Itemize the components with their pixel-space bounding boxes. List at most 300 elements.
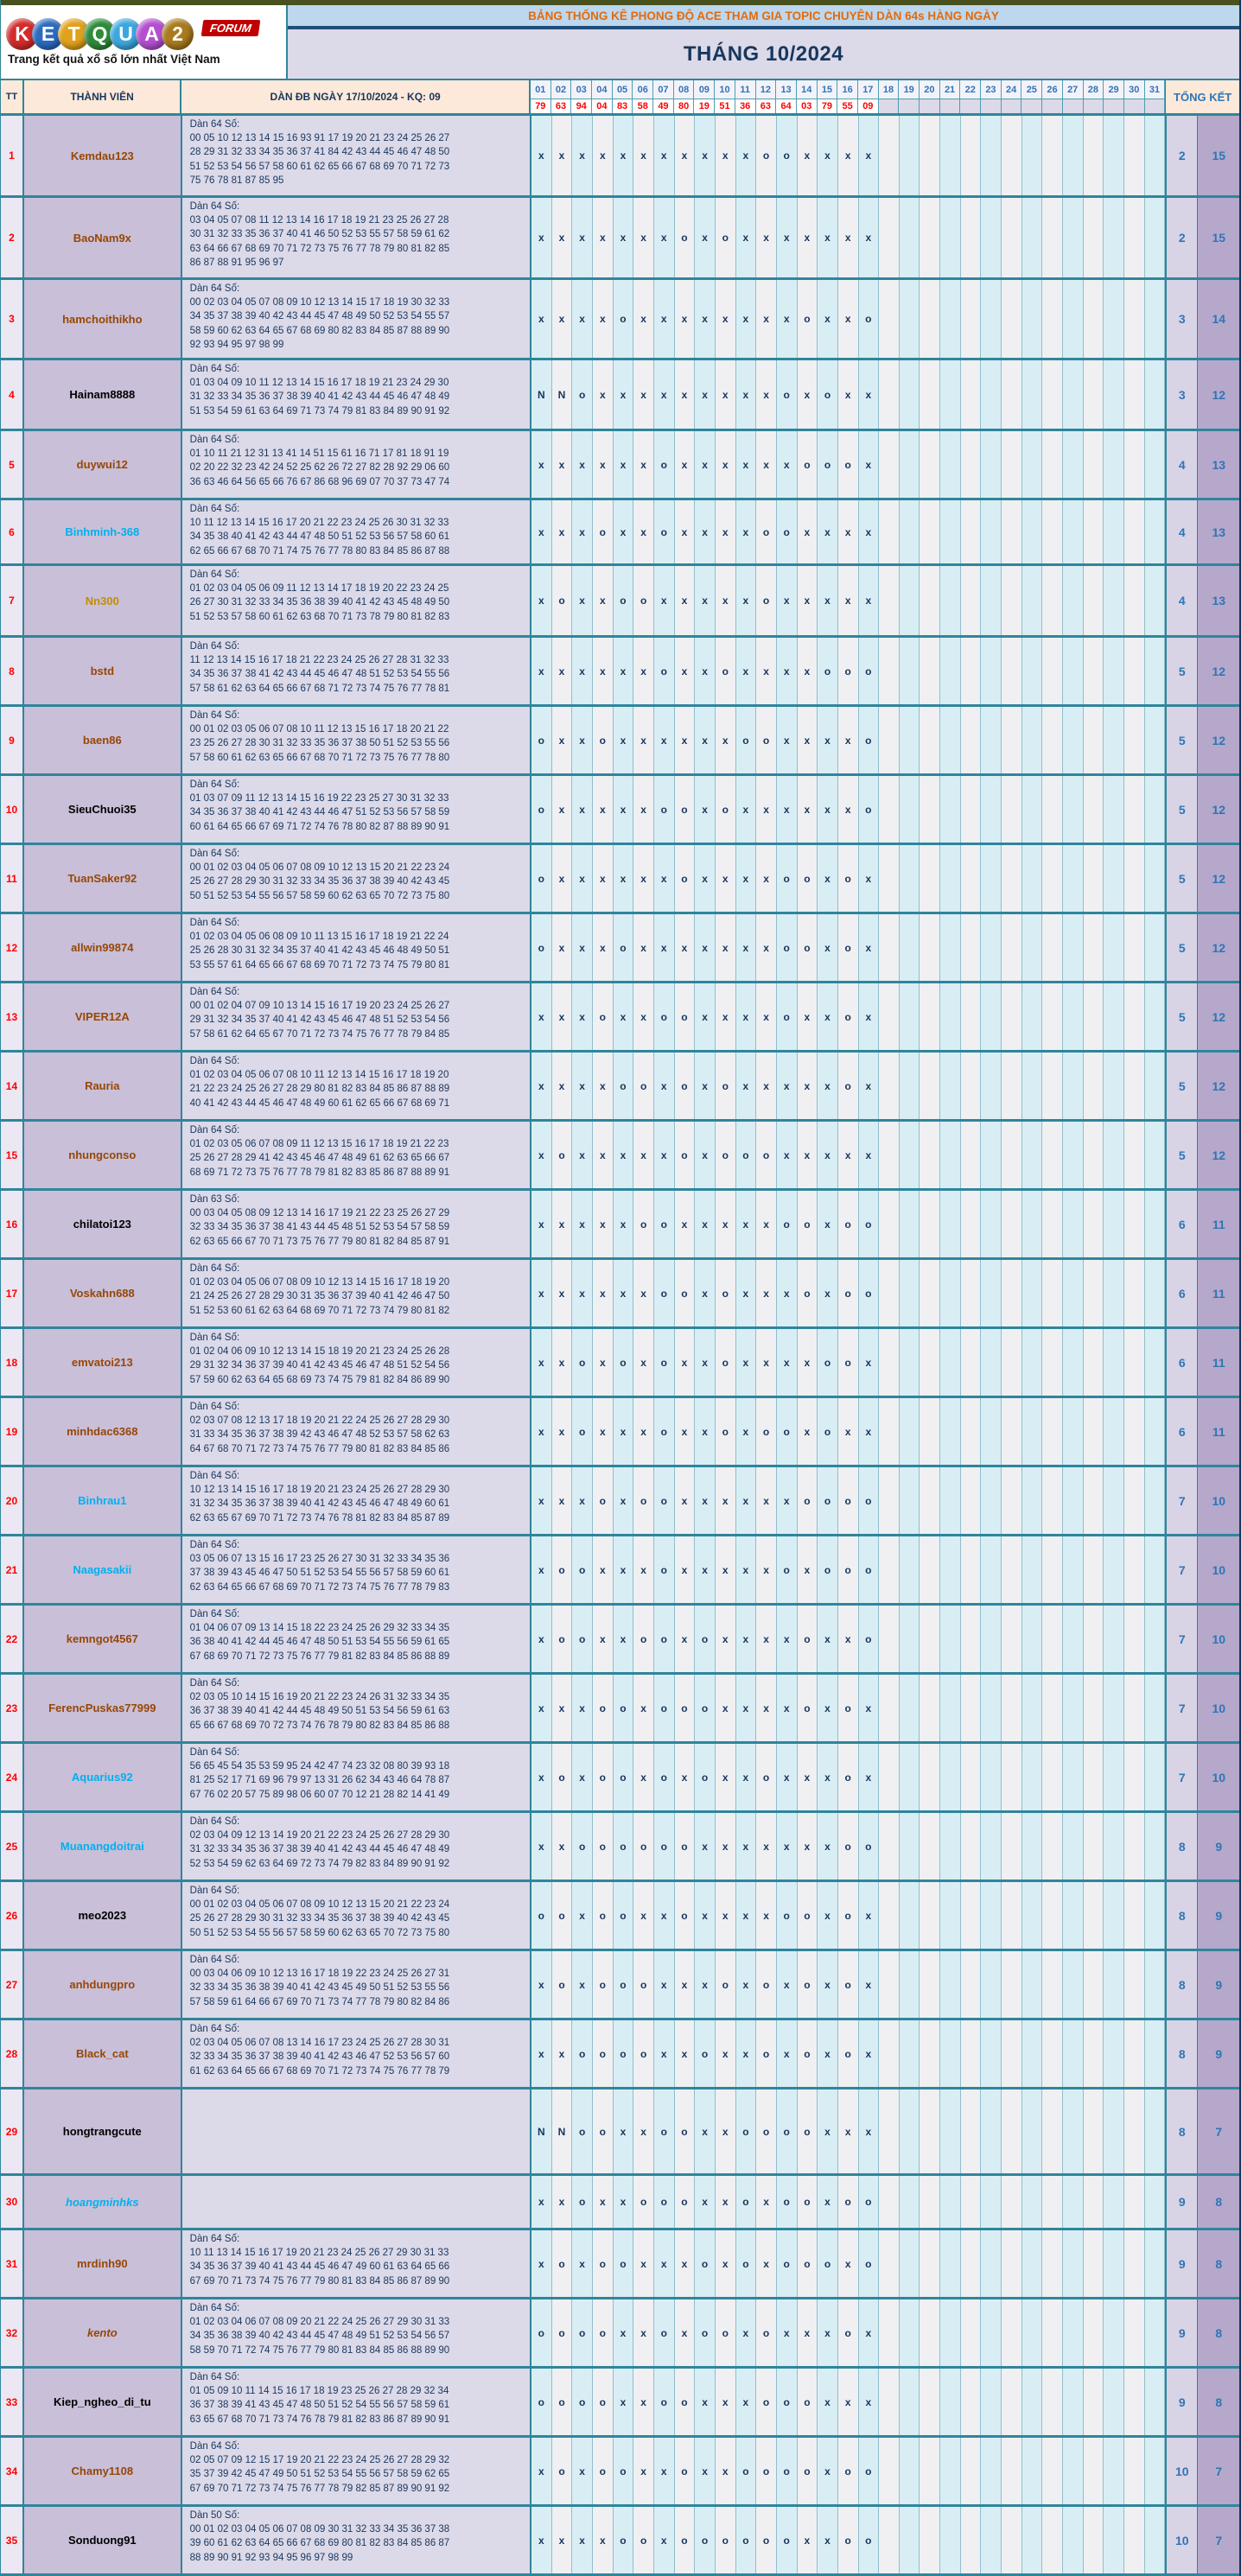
day-mark-cell: x [633,1329,654,1396]
day-mark-cell [900,1260,920,1326]
day-column-header [837,80,858,113]
day-mark-cell [1022,116,1043,195]
day-mark-cell: x [654,1122,675,1188]
day-mark-cell [879,500,900,563]
member-name[interactable]: Nn300 [85,594,119,607]
day-mark-cell: x [736,198,757,277]
day-mark-cell: o [552,1122,573,1188]
total-o-cell: 5 [1165,638,1198,704]
dan-numbers-cell [182,2507,531,2573]
dan-line: 02 03 04 09 12 13 14 19 20 21 22 23 24 25 26 27 28 29 30 [189,1830,450,1841]
day-mark-cell: o [654,2369,675,2435]
day-mark-cell: x [654,845,675,912]
dan-numbers-cell [182,500,531,563]
day-mark-cell [1042,1675,1063,1741]
day-mark-cell [1145,431,1166,498]
day-mark-cell: o [675,2089,696,2173]
member-name[interactable]: Hainam8888 [69,388,136,401]
day-mark-cell [920,198,940,277]
total-o-cell: 2 [1165,198,1198,277]
day-mark-cell [1022,1329,1043,1396]
day-mark-cell: x [695,983,716,1050]
row-index: 24 [1,1744,24,1810]
dan-line: 57 58 61 62 63 64 65 66 67 68 71 72 73 74 75 76 77 78 81 [189,683,450,694]
dan-label: Dàn 64 Số: [189,435,240,445]
day-mark-cell [1084,500,1104,563]
day-mark-cell: x [756,1467,777,1534]
table-row [1,2176,1239,2230]
day-mark-cell: x [633,1744,654,1810]
day-mark-cell: x [838,116,859,195]
day-mark-cell [900,280,920,358]
day-mark-cell: x [695,707,716,773]
day-result-value: 63 [756,99,777,113]
member-name[interactable]: Muanangdoitrai [60,1840,144,1853]
day-mark-cell [900,2369,920,2435]
day-mark-cell [920,1398,940,1465]
day-mark-cell: x [552,2176,573,2228]
day-mark-cell: x [736,500,757,563]
day-column-header [899,80,920,113]
member-name[interactable]: Binhrau1 [78,1494,127,1507]
row-index: 2 [1,198,24,277]
day-mark-cell: x [552,1191,573,1257]
day-mark-cell: x [572,500,593,563]
day-mark-cell: x [593,914,614,981]
day-mark-cell [1022,845,1043,912]
day-mark-cell: o [798,2020,818,2087]
day-mark-cell: x [675,1536,696,1603]
day-mark-cell: x [818,198,838,277]
day-mark-cell: x [675,2299,696,2366]
day-mark-cell: x [859,1882,880,1949]
member-name[interactable]: hoangminhks [66,2195,139,2209]
day-mark-cell: x [777,1467,798,1534]
day-mark-cell [900,566,920,635]
member-name[interactable]: Binhminh-368 [65,525,140,538]
day-mark-cell [1002,914,1022,981]
day-mark-cell: o [798,2438,818,2504]
dan-numbers-cell [182,566,531,635]
dan-line: 01 04 06 07 09 13 14 15 18 22 23 24 25 26 29 32 33 34 35 [189,1623,450,1634]
day-mark-cell [920,360,940,429]
day-mark-cell [1104,1260,1124,1326]
total-o-cell: 4 [1165,500,1198,563]
day-mark-cell: x [777,638,798,704]
member-name[interactable]: Kiep_ngheo_di_tu [53,2395,151,2408]
day-mark-cell [1145,566,1166,635]
day-mark-cell [1104,1675,1124,1741]
member-name[interactable]: allwin99874 [71,941,134,954]
day-mark-cell: o [777,845,798,912]
day-mark-cell: x [572,1675,593,1741]
day-mark-cell: o [736,2438,757,2504]
day-mark-cell: x [716,914,736,981]
day-mark-cell [1145,1260,1166,1326]
day-mark-cell: o [654,1467,675,1534]
day-mark-cell [1124,500,1145,563]
member-name[interactable]: meo2023 [78,1909,127,1922]
day-mark-cell: o [654,2089,675,2173]
dan-line: 57 58 59 61 64 66 67 69 70 71 73 74 77 78 79 80 82 84 86 [189,1996,450,2007]
day-mark-cell [981,198,1002,277]
member-name[interactable]: hongtrangcute [62,2125,142,2138]
day-mark-cell [1022,1398,1043,1465]
day-mark-cell: o [593,1675,614,1741]
member-name[interactable]: Aquarius92 [71,1771,133,1784]
day-mark-cell [1042,198,1063,277]
day-result-value: 49 [653,99,674,113]
total-x-cell: 10 [1198,1675,1239,1741]
member-name[interactable]: Kemdau123 [70,149,134,162]
day-mark-cell [879,1329,900,1396]
day-mark-cell [1145,2230,1166,2297]
day-mark-cell [900,116,920,195]
dan-line: 31 33 34 35 36 37 38 39 42 43 46 47 48 52 53 57 58 62 63 [189,1429,450,1441]
day-mark-cell: o [695,1675,716,1741]
table-row [1,914,1239,983]
day-mark-cell: o [736,2230,757,2297]
day-mark-cell: o [756,2089,777,2173]
day-mark-cell: o [654,1191,675,1257]
day-mark-cell [1104,1536,1124,1603]
total-x-cell: 12 [1198,845,1239,912]
day-mark-cell [940,360,961,429]
day-mark-cell: o [838,914,859,981]
day-mark-cell [920,845,940,912]
member-name[interactable]: VIPER12A [74,1010,130,1023]
day-mark-cell [1022,1675,1043,1741]
day-mark-cell [1042,2020,1063,2087]
member-name[interactable]: anhdungpro [69,1978,136,1991]
day-mark-cell [981,2020,1002,2087]
day-mark-cell: o [777,2369,798,2435]
day-mark-cell [1084,2089,1104,2173]
day-mark-cell [1022,198,1043,277]
row-index: 17 [1,1260,24,1326]
total-x-cell: 8 [1198,2176,1239,2228]
day-mark-cell [1042,2438,1063,2504]
day-mark-cell: o [572,2369,593,2435]
day-result-value: 04 [592,99,613,113]
day-mark-cell: x [777,2299,798,2366]
total-o-cell: 8 [1165,1882,1198,1949]
day-mark-cell [961,1122,982,1188]
total-x-cell: 12 [1198,914,1239,981]
member-name[interactable]: emvatoi213 [71,1356,133,1369]
day-mark-cell [961,1329,982,1396]
day-mark-cell: x [572,1882,593,1949]
day-result-value: 80 [674,99,695,113]
day-column-header [797,80,818,113]
day-mark-cell [900,1675,920,1741]
day-number-label: 06 [633,80,653,99]
day-mark-cell: x [633,1675,654,1741]
day-mark-cell: x [593,1398,614,1465]
day-mark-cell: o [798,1467,818,1534]
day-mark-cell: o [818,1536,838,1603]
total-o-cell: 5 [1165,776,1198,843]
day-result-value [981,99,1002,113]
day-mark-cell [900,1813,920,1880]
day-mark-cell: o [654,638,675,704]
member-name[interactable]: kemngot4567 [66,1632,138,1645]
day-mark-cell [1084,1398,1104,1465]
member-cell [24,1744,182,1810]
day-mark-cell [1022,566,1043,635]
day-mark-cell: x [838,500,859,563]
day-mark-cell [1022,983,1043,1050]
day-mark-cell: o [593,2369,614,2435]
day-mark-cell [879,845,900,912]
day-mark-cell: x [798,198,818,277]
day-mark-cell: x [572,566,593,635]
member-name[interactable]: Voskahn688 [69,1287,135,1300]
day-mark-cell: o [818,1467,838,1534]
day-mark-cell: x [798,1329,818,1396]
dan-line: 10 11 13 14 15 16 17 19 20 21 23 24 25 26 27 29 30 31 33 [189,2248,449,2259]
day-mark-cell: x [552,2020,573,2087]
dan-numbers-cell [182,2438,531,2504]
day-mark-cell [1104,1398,1124,1465]
day-column-header [879,80,900,113]
day-mark-cell: x [552,776,573,843]
member-name[interactable]: SieuChuoi35 [67,803,137,816]
day-mark-cell: x [675,566,696,635]
day-mark-cell [1104,2176,1124,2228]
day-mark-cell: x [736,776,757,843]
day-mark-cell: o [777,2230,798,2297]
member-name[interactable]: nhungconso [68,1148,137,1161]
dan-line: 67 68 69 70 71 72 73 75 76 77 79 81 82 83 84 85 86 88 89 [189,1651,450,1662]
day-mark-cell: x [572,431,593,498]
day-result-value [1002,99,1022,113]
dan-line: 01 05 09 10 11 14 15 16 17 18 19 23 25 26 27 28 29 32 34 [189,2386,449,2397]
row-index: 32 [1,2299,24,2366]
row-index: 30 [1,2176,24,2228]
day-mark-cell [900,776,920,843]
day-mark-cell: x [818,1260,838,1326]
day-mark-cell: o [736,2176,757,2228]
day-mark-cell: o [716,1951,736,2018]
day-mark-cell [1145,2299,1166,2366]
member-name[interactable]: Rauria [85,1079,120,1092]
day-mark-cell: x [818,1191,838,1257]
member-name[interactable]: kento [86,2326,118,2339]
day-mark-cell [879,198,900,277]
day-mark-cell: x [633,360,654,429]
day-mark-cell: x [818,2507,838,2573]
day-mark-cell: x [756,360,777,429]
day-mark-cell [940,2176,961,2228]
table-row [1,198,1239,280]
day-mark-cell: x [675,1606,696,1672]
total-o-cell: 7 [1165,1536,1198,1603]
total-o-cell: 9 [1165,2369,1198,2435]
day-mark-cell [1042,431,1063,498]
table-row [1,845,1239,914]
day-mark-cell: o [614,1813,634,1880]
day-mark-cell: o [654,776,675,843]
day-mark-cell: x [716,1882,736,1949]
table-row [1,707,1239,776]
day-mark-cell: x [756,280,777,358]
day-mark-cell: x [695,1467,716,1534]
day-mark-cell: x [716,1744,736,1810]
day-mark-cell [900,431,920,498]
dan-line: 28 29 31 32 33 34 35 36 37 41 84 42 43 44 45 46 47 48 50 [189,147,450,158]
member-name[interactable]: hamchoithikho [62,312,143,326]
day-mark-cell [1084,2176,1104,2228]
day-mark-cell [1002,1122,1022,1188]
day-mark-cell [961,2299,982,2366]
dan-numbers-cell [182,845,531,912]
member-cell [24,2176,182,2228]
total-o-cell: 3 [1165,280,1198,358]
total-x-cell: 15 [1198,198,1239,277]
day-mark-cell: o [756,1744,777,1810]
day-mark-cell: x [614,1122,634,1188]
member-name[interactable]: TuanSaker92 [67,872,137,885]
dan-numbers-cell [182,116,531,195]
day-mark-cell: x [531,638,552,704]
day-mark-cell: o [798,1882,818,1949]
dan-line: 58 59 70 71 72 74 75 76 77 79 80 81 83 84 85 86 88 89 90 [189,2344,450,2356]
day-mark-cell [900,1882,920,1949]
day-mark-cell: o [756,116,777,195]
day-mark-cell [981,845,1002,912]
day-mark-cell [920,1467,940,1534]
day-mark-cell: x [777,1675,798,1741]
dan-line: 62 63 65 67 69 70 71 72 73 74 76 78 81 82 83 84 85 87 89 [189,1512,450,1523]
row-index: 1 [1,116,24,195]
day-mark-cell: x [716,2230,736,2297]
day-mark-cell: x [838,2230,859,2297]
member-name[interactable]: FerencPuskas77999 [48,1701,156,1714]
day-mark-cell [879,1398,900,1465]
member-name[interactable]: bstd [90,665,115,677]
day-mark-cell [940,1951,961,2018]
day-mark-cell: x [552,1813,573,1880]
day-mark-cell: x [756,776,777,843]
day-mark-cell: o [593,1882,614,1949]
dan-label: Dàn 64 Số: [189,1471,240,1481]
day-mark-cell [1042,776,1063,843]
day-mark-cell [1104,116,1124,195]
day-mark-cell [981,2438,1002,2504]
dan-numbers-cell [182,1398,531,1465]
total-o-cell: 4 [1165,431,1198,498]
day-mark-cell: o [838,1813,859,1880]
day-mark-cell [1063,280,1084,358]
member-name[interactable]: minhdac6368 [67,1425,138,1438]
day-mark-cell: x [859,566,880,635]
day-mark-cell [1002,2507,1022,2573]
dan-line: 10 12 13 14 15 16 17 18 19 20 21 23 24 25 26 27 28 29 30 [189,1485,450,1496]
day-mark-cell [1063,566,1084,635]
day-result-value: 55 [837,99,858,113]
day-mark-cell: x [695,2089,716,2173]
day-mark-cell [1084,638,1104,704]
column-header-tt: TT [1,80,24,113]
day-mark-cell [961,1191,982,1257]
day-mark-cell: x [614,707,634,773]
day-mark-cell: x [675,2230,696,2297]
day-mark-cell [920,2438,940,2504]
day-mark-cell: x [675,500,696,563]
dan-label: Dàn 64 Số: [189,283,240,294]
day-mark-cell [879,280,900,358]
day-mark-cell [1022,1951,1043,2018]
day-mark-cell [1124,2507,1145,2573]
dan-line: 00 05 10 12 13 14 15 16 93 91 17 19 20 21 23 24 25 26 27 [189,133,450,144]
total-o-cell: 5 [1165,707,1198,773]
member-name[interactable]: duywui12 [76,458,128,471]
day-mark-cell: x [675,1467,696,1534]
day-mark-cell [1042,360,1063,429]
row-index: 35 [1,2507,24,2573]
dan-numbers-cell [182,198,531,277]
day-mark-cell [1063,360,1084,429]
member-name[interactable]: BaoNam9x [73,231,131,245]
day-mark-cell: o [593,2299,614,2366]
day-mark-cell: x [756,914,777,981]
day-mark-cell: x [818,2089,838,2173]
day-mark-cell: o [818,2230,838,2297]
member-name[interactable]: Chamy1108 [71,2465,134,2477]
day-number-label: 31 [1145,80,1166,99]
row-index: 4 [1,360,24,429]
day-mark-cell [1063,1260,1084,1326]
table-row [1,1122,1239,1191]
day-mark-cell [879,1053,900,1119]
member-cell [24,1329,182,1396]
day-mark-cell: N [552,2089,573,2173]
member-name[interactable]: Black_cat [75,2047,129,2060]
day-column-header [694,80,715,113]
day-mark-cell [961,1260,982,1326]
day-mark-cell: o [818,1329,838,1396]
day-mark-cell: o [777,2438,798,2504]
day-mark-cell [1124,2089,1145,2173]
day-mark-cell [900,638,920,704]
dan-line: 01 02 03 04 05 06 08 09 10 11 13 15 16 17 18 19 21 22 24 [189,932,449,943]
day-mark-cell [1084,116,1104,195]
member-name[interactable]: baen86 [82,734,122,747]
day-mark-cell: o [859,2507,880,2573]
day-mark-cell [940,2020,961,2087]
day-mark-cell [981,500,1002,563]
member-name[interactable]: Naagasakii [73,1563,132,1576]
day-mark-cell [961,566,982,635]
member-name[interactable]: mrdinh90 [77,2257,128,2270]
day-mark-cell: o [859,280,880,358]
day-mark-cell: o [593,1951,614,2018]
day-mark-cell: x [593,1053,614,1119]
member-name[interactable]: chilatoi123 [73,1218,131,1231]
day-mark-cell [940,845,961,912]
day-mark-cell: o [695,2507,716,2573]
total-o-cell: 5 [1165,1122,1198,1188]
day-mark-cell: x [716,500,736,563]
day-mark-cell [1084,1606,1104,1672]
dan-line: 65 66 67 68 69 70 72 73 74 76 78 79 80 82 83 84 85 86 88 [189,1720,450,1731]
day-mark-cell [1002,845,1022,912]
day-mark-cell [1084,280,1104,358]
day-mark-cell: o [675,776,696,843]
day-mark-cell [940,707,961,773]
member-name[interactable]: Sonduong91 [67,2534,137,2547]
